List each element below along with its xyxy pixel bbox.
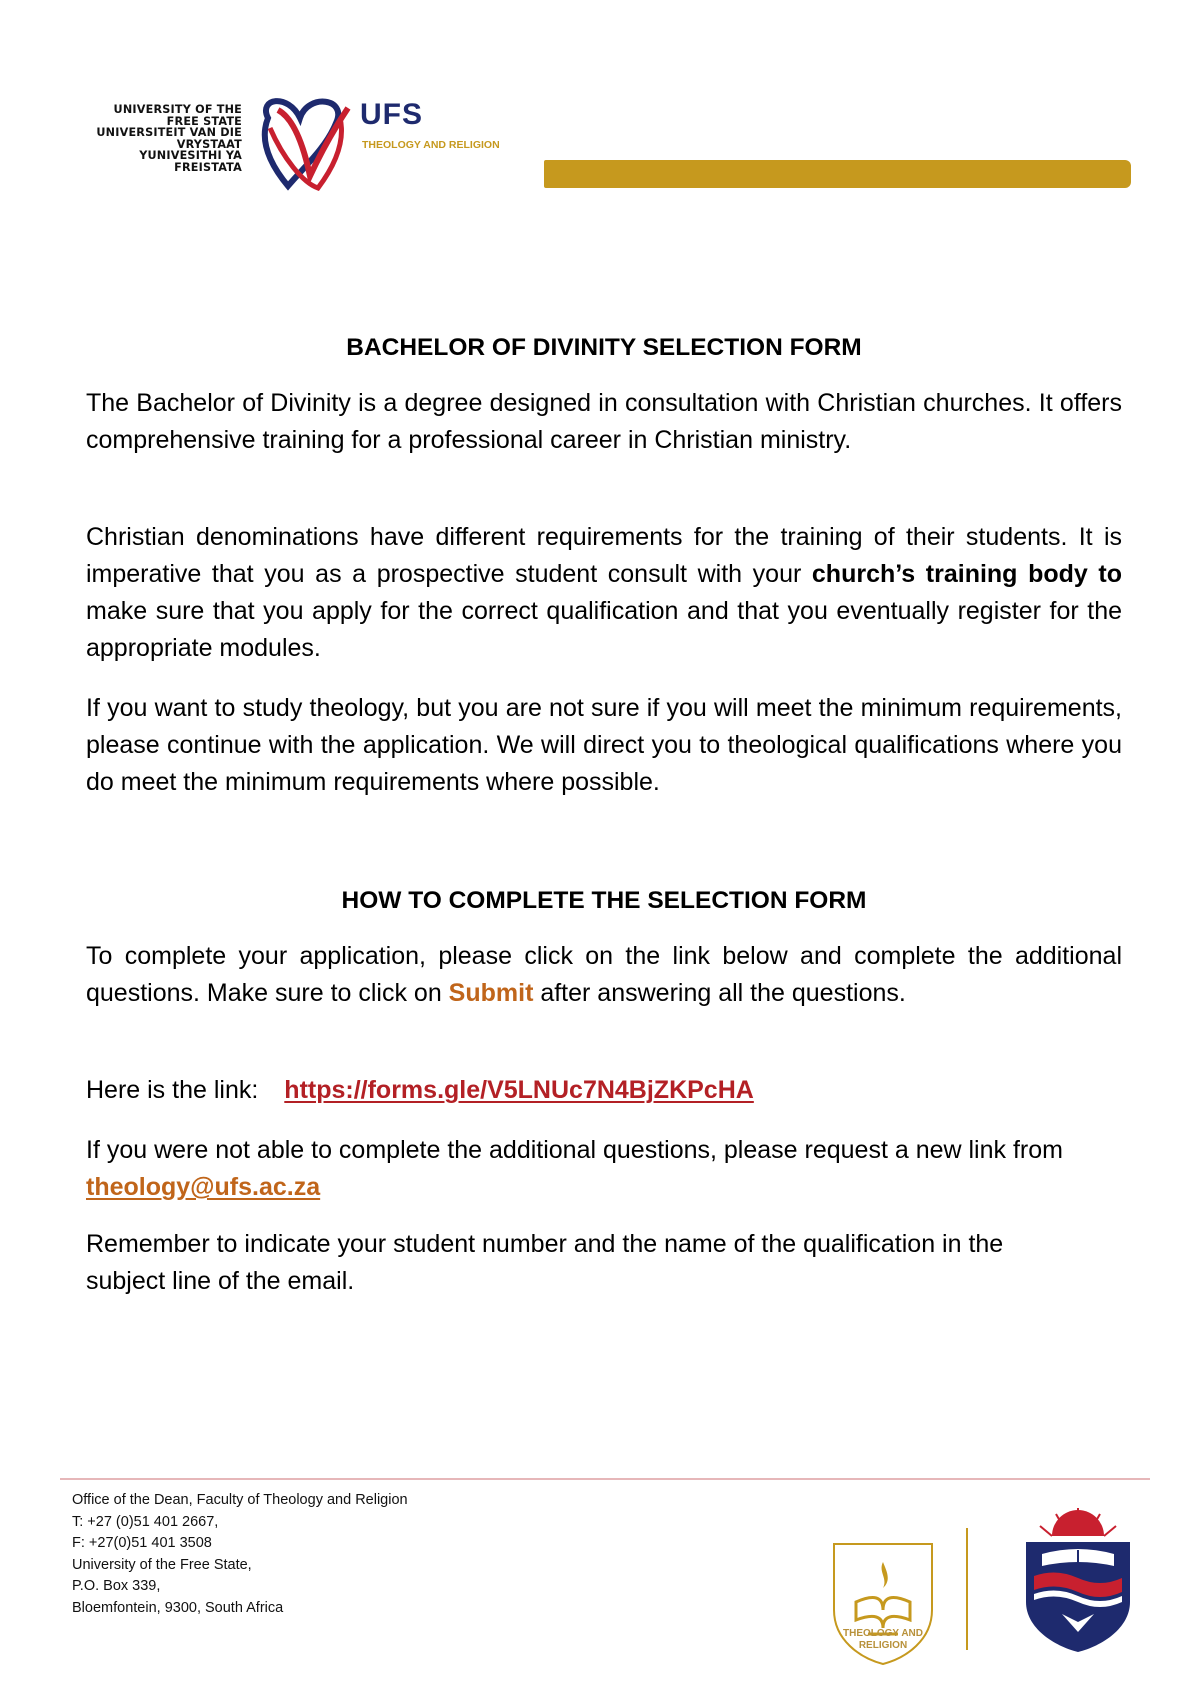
paragraph-requirements: If you want to study theology, but you are not sure if you will meet the minimum requirements, please continue with the application. We will direct you to theological qualifications where you do meet the minimum requirements where possible. [86,694,1122,796]
footer-fax: F: +27(0)51 401 3508 [72,1535,212,1552]
email-link[interactable]: theology@ufs.ac.za [86,1173,321,1201]
theology-religion-logo-icon [826,1540,940,1680]
footer-po-box: P.O. Box 339, [72,1578,161,1595]
form-link[interactable]: https://forms.gle/V5LNUc7N4BjZKPcHA [284,1076,754,1104]
submit-keyword: Submit [448,979,534,1007]
ufs-brand-subtitle: THEOLOGY AND RELIGION [362,139,500,151]
paragraph-reminder: Remember to indicate your student number and the name of the qualification in the subject line of the email. [86,1230,1004,1295]
paragraph-text: make sure that you apply for the correct qualification and that you eventually register for the appropriate modules. [86,597,1122,662]
footer-university: University of the Free State, [72,1556,252,1573]
footer-vertical-divider [966,1528,968,1650]
footer-contact-block [72,1490,408,1620]
bold-text: church’s training body to [811,560,1122,588]
footer-phone: T: +27 (0)51 401 2667, [72,1513,219,1530]
paragraph-denominations [86,519,1122,667]
university-name-line: UNIVERSITY OF THE [113,103,242,116]
paragraph-text: after answering all the questions. [533,979,906,1007]
paragraph-instructions [86,938,1122,1012]
paragraph-text: To complete your application, please click on the link below and complete the additional questions. Make sure to click on [86,942,1122,1007]
footer-city: Bloemfontein, 9300, South Africa [72,1599,284,1616]
paragraph-intro: The Bachelor of Divinity is a degree designed in consultation with Christian churches. It offers comprehensive training for a professional career in Christian ministry. [86,389,1122,454]
university-name-line: UNIVERSITEIT VAN DIE [96,126,242,140]
footer-office: Office of the Dean, Faculty of Theology and Religion [72,1492,408,1508]
university-name-line: FREE STATE [166,114,242,128]
section-title-how-to: HOW TO COMPLETE THE SELECTION FORM [341,887,867,914]
university-name-block [60,104,242,174]
footer-divider [60,1478,1150,1480]
header-gold-bar [544,160,1131,188]
paragraph-text: If you were not able to complete the additional questions, please request a new link from [86,1136,1063,1164]
university-name-line: YUNIVESITHI YA [139,149,242,163]
theology-logo-caption [826,1628,940,1652]
section-title-bdiv: BACHELOR OF DIVINITY SELECTION FORM [346,334,862,361]
university-name-line: VRYSTAAT [176,137,242,151]
university-name-line: FREISTATA [174,160,242,174]
ufs-brand-text: UFS [360,98,423,131]
paragraph-link [86,1072,1122,1109]
caption-line: THEOLOGY AND [842,1628,923,1639]
paragraph-text: Christian denominations have different requirements for the training of their students. It is imperative that you as a prospective student consult with your [86,523,1122,588]
ufs-heart-logo-icon [248,88,358,198]
university-crest-icon [1012,1506,1144,1656]
link-prefix: Here is the link: [86,1076,259,1104]
caption-line: RELIGION [858,1640,908,1651]
paragraph-request-link [86,1132,1122,1206]
